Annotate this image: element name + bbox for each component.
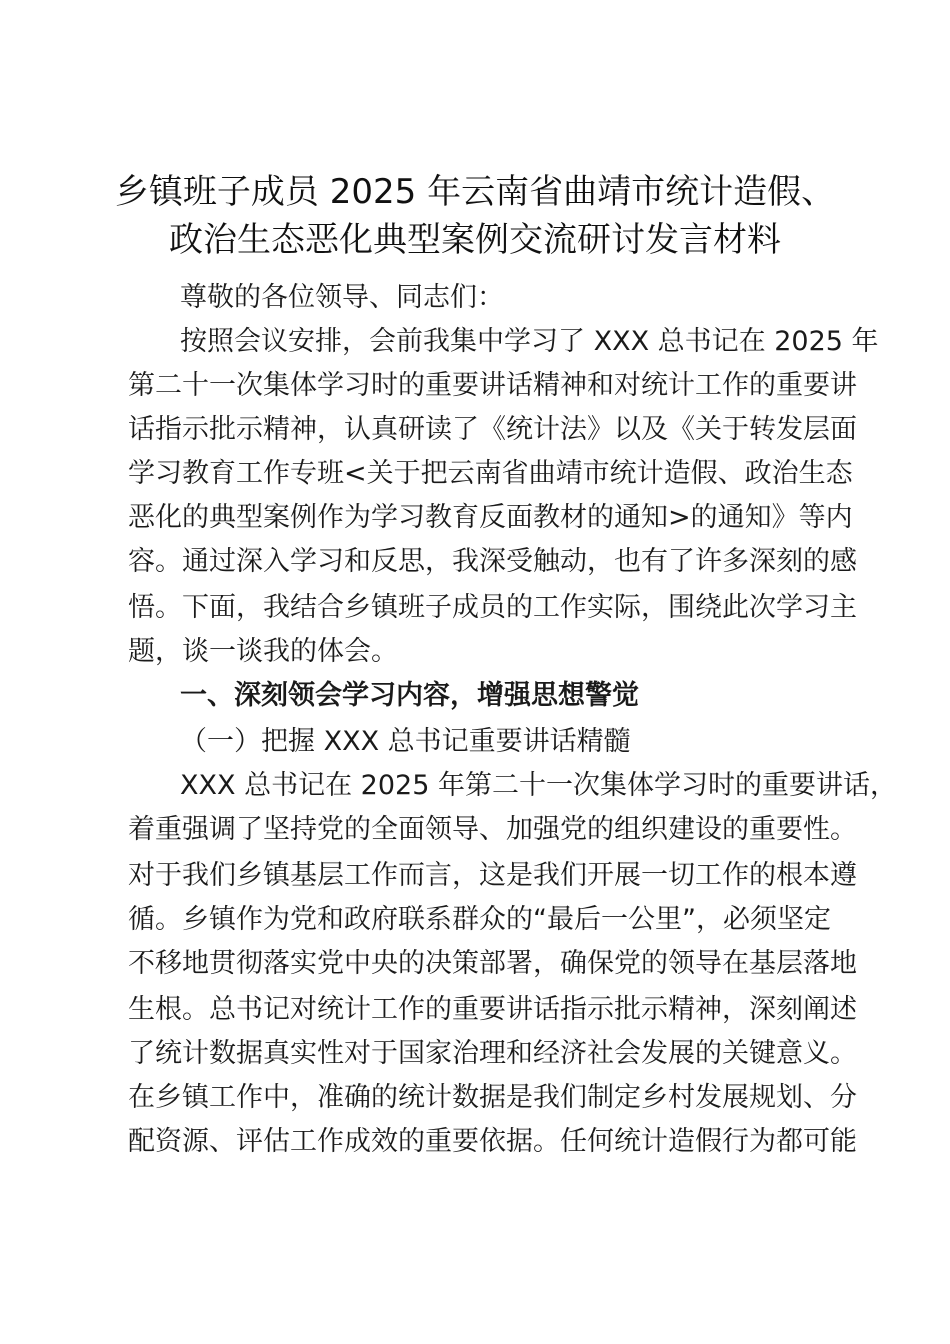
paragraph-line: 了统计数据真实性对于国家治理和经济社会发展的关键意义。 bbox=[128, 1038, 857, 1069]
paragraph-line: 容。通过深入学习和反思，我深受触动，也有了许多深刻的感 bbox=[128, 546, 857, 577]
paragraph-line: 配资源、评估工作成效的重要依据。任何统计造假行为都可能 bbox=[128, 1126, 857, 1157]
paragraph-line: 话指示批示精神，认真研读了《统计法》以及《关于转发层面 bbox=[128, 414, 857, 445]
paragraph-line: 悟。下面，我结合乡镇班子成员的工作实际，围绕此次学习主 bbox=[128, 592, 857, 623]
paragraph-line: 恶化的典型案例作为学习教育反面教材的通知>的通知》等内 bbox=[128, 502, 853, 533]
paragraph-line: 学习教育工作专班<关于把云南省曲靖市统计造假、政治生态 bbox=[128, 458, 853, 489]
paragraph-line: 循。乡镇作为党和政府联系群众的“最后一公里”，必须坚定 bbox=[128, 904, 831, 935]
paragraph-line: XXX 总书记在 2025 年第二十一次集体学习时的重要讲话， bbox=[180, 770, 897, 801]
paragraph-line: 在乡镇工作中，准确的统计数据是我们制定乡村发展规划、分 bbox=[128, 1082, 857, 1113]
paragraph-line: 对于我们乡镇基层工作而言，这是我们开展一切工作的根本遵 bbox=[128, 860, 857, 891]
subsection-heading: （一）把握 XXX 总书记重要讲话精髓 bbox=[180, 726, 631, 757]
paragraph-line: 不移地贯彻落实党中央的决策部署，确保党的领导在基层落地 bbox=[128, 948, 857, 979]
paragraph-line: 按照会议安排，会前我集中学习了 XXX 总书记在 2025 年 bbox=[180, 326, 879, 357]
paragraph-line: 题，谈一谈我的体会。 bbox=[128, 636, 398, 667]
section-heading: 一、深刻领会学习内容，增强思想警觉 bbox=[180, 680, 639, 711]
document-title-line-1: 乡镇班子成员 2025 年云南省曲靖市统计造假、 bbox=[114, 172, 836, 212]
document-title-line-2: 政治生态恶化典型案例交流研讨发言材料 bbox=[169, 220, 781, 260]
paragraph-line: 第二十一次集体学习时的重要讲话精神和对统计工作的重要讲 bbox=[128, 370, 857, 401]
salutation: 尊敬的各位领导、同志们： bbox=[180, 282, 504, 313]
paragraph-line: 生根。总书记对统计工作的重要讲话指示批示精神，深刻阐述 bbox=[128, 994, 857, 1025]
paragraph-line: 着重强调了坚持党的全面领导、加强党的组织建设的重要性。 bbox=[128, 814, 857, 845]
